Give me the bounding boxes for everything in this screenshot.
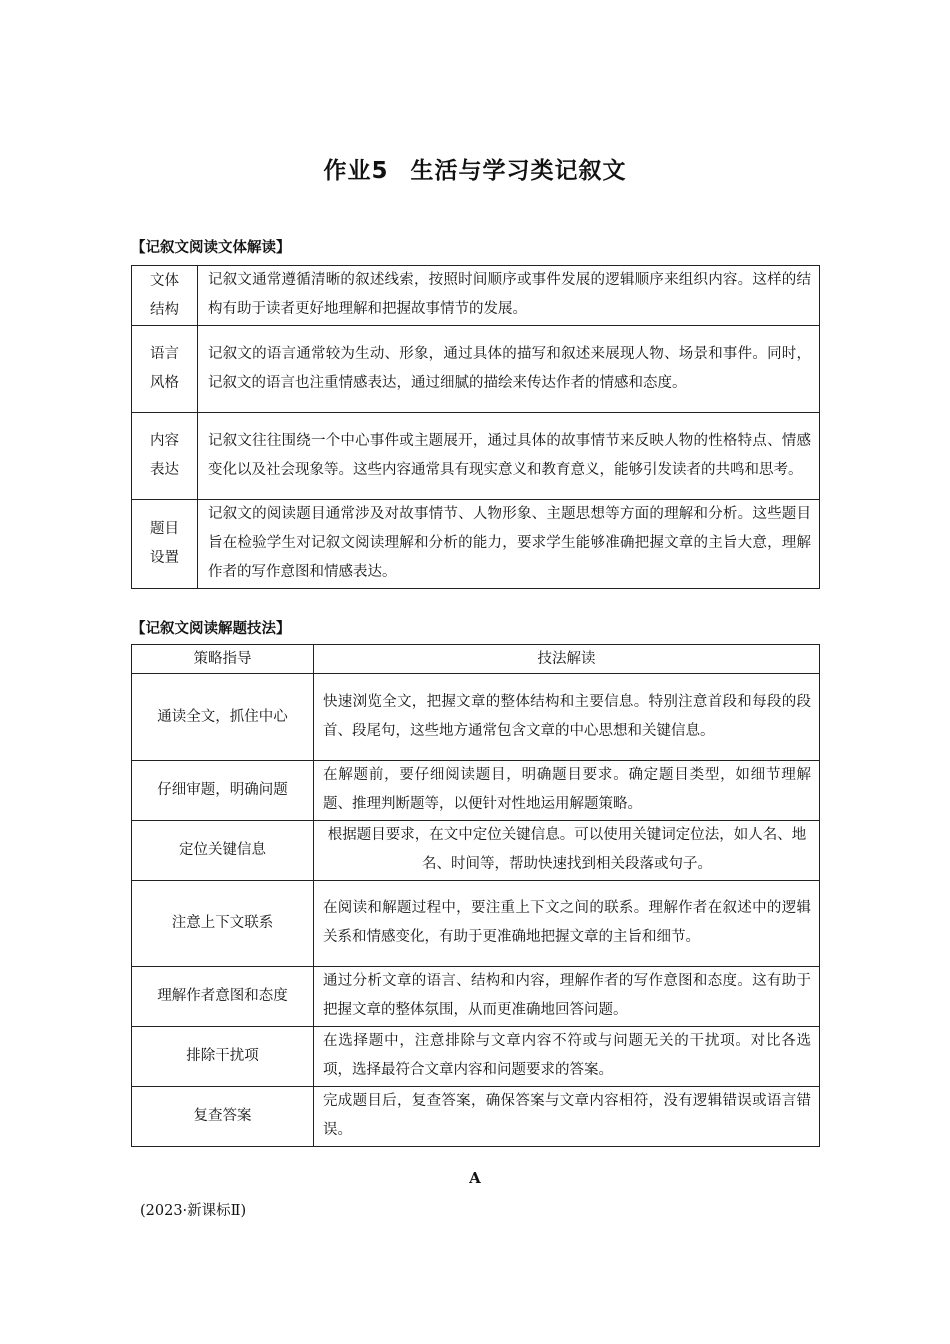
- row-description: 记叙文通常遵循清晰的叙述线索，按照时间顺序或事件发展的逻辑顺序来组织内容。这样的结构有助于读者更好地理解和把握故事情节的发展。: [198, 266, 820, 326]
- strategy-cell: 注意上下文联系: [132, 881, 314, 967]
- column-header-strategy: 策略指导: [132, 645, 314, 674]
- strategy-cell: 通读全文，抓住中心: [132, 674, 314, 761]
- row-label: 题目 设置: [132, 500, 198, 589]
- technique-table: [131, 644, 820, 1147]
- method-cell: 完成题目后，复查答案，确保答案与文章内容相符，没有逻辑错误或语言错误。: [314, 1087, 820, 1147]
- technique-section-heading: 【记叙文阅读解题技法】: [131, 621, 291, 637]
- strategy-cell: 排除干扰项: [132, 1027, 314, 1087]
- exam-source: (2023·新课标Ⅱ): [140, 1203, 247, 1219]
- table-row: [132, 1087, 820, 1147]
- column-header-method: 技法解读: [314, 645, 820, 674]
- row-label: 文体 结构: [132, 266, 198, 326]
- table-row: [132, 821, 820, 881]
- row-description: 记叙文的阅读题目通常涉及对故事情节、人物形象、主题思想等方面的理解和分析。这些题目旨在检验学生对记叙文阅读理解和分析的能力，要求学生能够准确把握文章的主旨大意，理解作者的写作意图和情感表达。: [198, 500, 820, 589]
- title-topic: 生活与学习类记叙文: [410, 158, 627, 184]
- method-cell: 在阅读和解题过程中，要注重上下文之间的联系。理解作者在叙述中的逻辑关系和情感变化，有助于更准确地把握文章的主旨和细节。: [314, 881, 820, 967]
- method-cell: 根据题目要求，在文中定位关键信息。可以使用关键词定位法，如人名、地名、时间等，帮助快速找到相关段落或句子。: [314, 821, 820, 881]
- table-row: [132, 266, 820, 326]
- method-cell: 在选择题中，注意排除与文章内容不符或与问题无关的干扰项。对比各选项，选择最符合文章内容和问题要求的答案。: [314, 1027, 820, 1087]
- strategy-cell: 理解作者意图和态度: [132, 967, 314, 1027]
- row-description: 记叙文的语言通常较为生动、形象，通过具体的描写和叙述来展现人物、场景和事件。同时，记叙文的语言也注重情感表达，通过细腻的描绘来传达作者的情感和态度。: [198, 326, 820, 413]
- strategy-cell: 定位关键信息: [132, 821, 314, 881]
- row-label: 语言 风格: [132, 326, 198, 413]
- genre-interpretation-table: [131, 265, 820, 589]
- table-row: [132, 674, 820, 761]
- page-title: [0, 152, 950, 185]
- method-cell: 在解题前，要仔细阅读题目，明确题目要求。确定题目类型，如细节理解题、推理判断题等，以便针对性地运用解题策略。: [314, 761, 820, 821]
- table-row: [132, 761, 820, 821]
- table-row: [132, 413, 820, 500]
- table-row: [132, 500, 820, 589]
- row-label: 内容 表达: [132, 413, 198, 500]
- table-header-row: [132, 645, 820, 674]
- genre-section-heading: 【记叙文阅读文体解读】: [131, 240, 291, 256]
- table-row: [132, 967, 820, 1027]
- strategy-cell: 复查答案: [132, 1087, 314, 1147]
- row-description: 记叙文往往围绕一个中心事件或主题展开，通过具体的故事情节来反映人物的性格特点、情感变化以及社会现象等。这些内容通常具有现实意义和教育意义，能够引发读者的共鸣和思考。: [198, 413, 820, 500]
- passage-section-letter: A: [469, 1169, 481, 1187]
- method-cell: 通过分析文章的语言、结构和内容，理解作者的写作意图和态度。这有助于把握文章的整体氛围，从而更准确地回答问题。: [314, 967, 820, 1027]
- title-assignment-number: 作业5: [323, 158, 389, 184]
- table-row: [132, 1027, 820, 1087]
- strategy-cell: 仔细审题，明确问题: [132, 761, 314, 821]
- table-row: [132, 326, 820, 413]
- method-cell: 快速浏览全文，把握文章的整体结构和主要信息。特别注意首段和每段的段首、段尾句，这些地方通常包含文章的中心思想和关键信息。: [314, 674, 820, 761]
- table-row: [132, 881, 820, 967]
